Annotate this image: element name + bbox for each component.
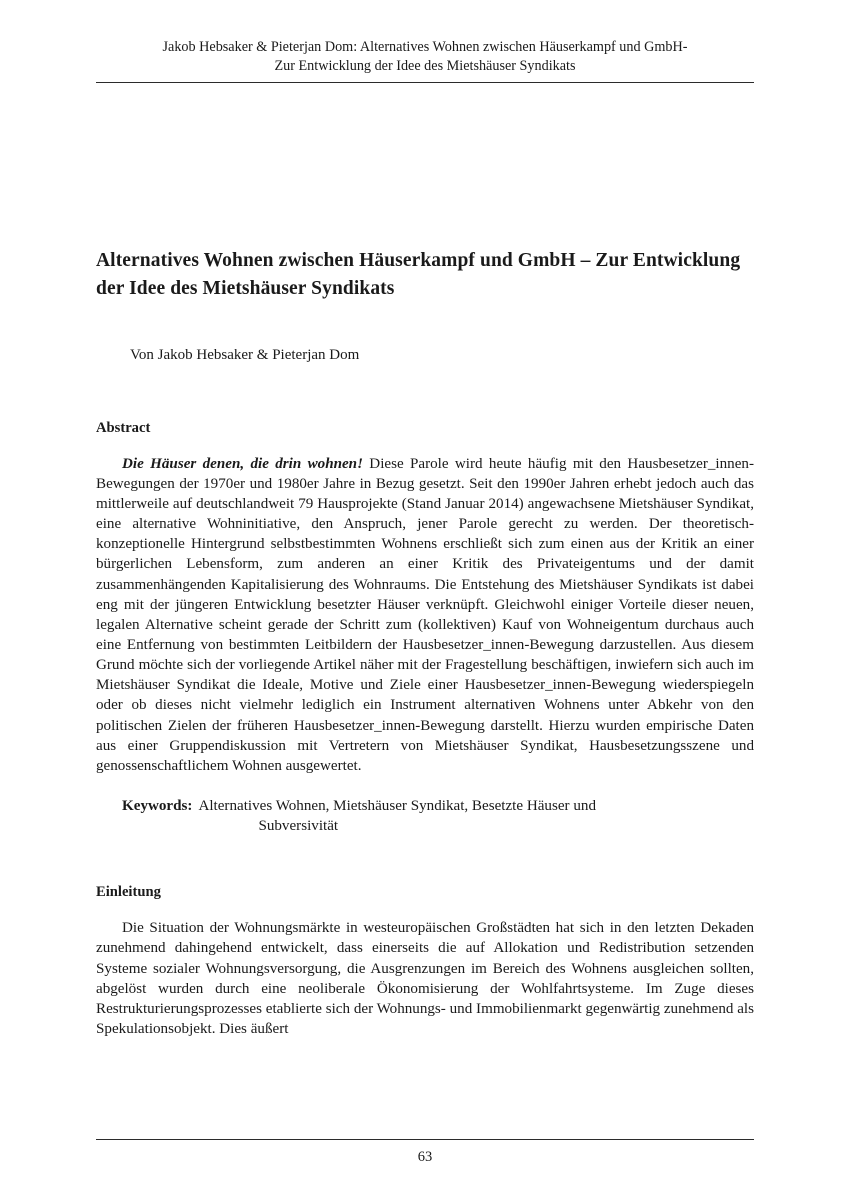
keywords-values	[198, 796, 596, 836]
abstract-text: Diese Parole wird heute häufig mit den Hausbesetzer_innen-Bewegungen der 1970er und 1980er Jahre in Bezug gesetzt. Seit den 1990er Jahren erhebt jedoch auch das mittlerweile auf deutschlandweit 79 Hausprojekte (Stand Januar 2014) angewachsene Mietshäuser Syndikat, eine alternative Wohninitiative, den Anspruch, jener Parole gerecht zu werden. Der theoretisch-konzeptionelle Hintergrund selbstbestimmten Wohnens erschließt sich zum einen aus der Kritik an einer bürgerlichen Lebensform, zum anderen an einer Kritik des Privateigentums und der damit zusammenhängenden Kapitalisierung des Wohnraums. Die Entstehung des Mietshäuser Syndikats ist dabei eng mit der jüngeren Entwicklung besetzter Häuser verknüpft. Gleichwohl einiger Vorteile dieser neuen, legalen Alternative scheint gerade der Schritt zum (kollektiven) Kauf von Wohneigentum durchaus auch eine Entfernung von bestimmten Leitbildern der Hausbesetzer_innen-Bewegung darzustellen. Aus diesem Grund möchte sich der vorliegende Artikel näher mit der Fragestellung beschäftigen, inwiefern sich auch im Mietshäuser Syndikat die Ideale, Motive und Ziele einer Hausbesetzer_innen-Bewegung wiederspiegeln oder ob dieses nicht vielmehr lediglich ein Instrument alternativen Wohnens unter Abkehr von den politischen Zielen der früheren Hausbesetzer_innen-Bewegung darstellt. Hierzu wurden empirische Daten aus einer Gruppendiskussion mit Vertretern von Mietshäuser Syndikat, Hausbesetzungsszene und genossenschaftlichem Wohnen ausgewertet.	[96, 455, 754, 774]
running-head	[96, 38, 754, 83]
keywords	[122, 796, 754, 836]
running-head-line-1: Jakob Hebsaker & Pieterjan Dom: Alternatives Wohnen zwischen Häuserkampf und GmbH-	[162, 39, 688, 55]
keywords-line-2: Subversivität	[258, 818, 339, 835]
introduction-heading: Einleitung	[96, 884, 161, 901]
abstract-heading: Abstract	[96, 419, 151, 436]
page-title: Alternatives Wohnen zwischen Häuserkampf und GmbH – Zur Entwicklung der Idee des Mietshäuser Syndikats	[96, 250, 741, 300]
page-footer	[96, 1139, 754, 1166]
running-head-line-2: Zur Entwicklung der Idee des Mietshäuser Syndikats	[274, 58, 576, 75]
keywords-label: Keywords:	[122, 797, 193, 814]
introduction-paragraph: Die Situation der Wohnungsmärkte in westeuropäischen Großstädten hat sich in den letzten Dekaden zunehmend dahingehend entwickelt, dass einerseits die auf Allokation und Redistribution setzenden Systeme sozialer Wohnungsversorgung, die Ausgrenzungen im Bereich des Wohnens ausgleichen sollten, abgelöst wurden durch eine neoliberale Ökonomisierung der Wohlfahrtsysteme. Im Zuge dieses Restrukturierungsprozesses etablierte sich der Wohnungs- und Immobilienmarkt gegenwärtig zunehmend als Spekulationsobjekt. Dies äußert	[96, 920, 754, 1037]
author-byline: Von Jakob Hebsaker & Pieterjan Dom	[130, 346, 360, 363]
footer-divider	[96, 1139, 754, 1140]
running-head-divider	[96, 82, 754, 83]
abstract-paragraph	[96, 454, 754, 776]
abstract-lead-quote: Die Häuser denen, die drin wohnen!	[122, 455, 363, 472]
keywords-line-1: Alternatives Wohnen, Mietshäuser Syndikat, Besetzte Häuser und	[198, 797, 596, 814]
page-number: 63	[417, 1149, 433, 1165]
